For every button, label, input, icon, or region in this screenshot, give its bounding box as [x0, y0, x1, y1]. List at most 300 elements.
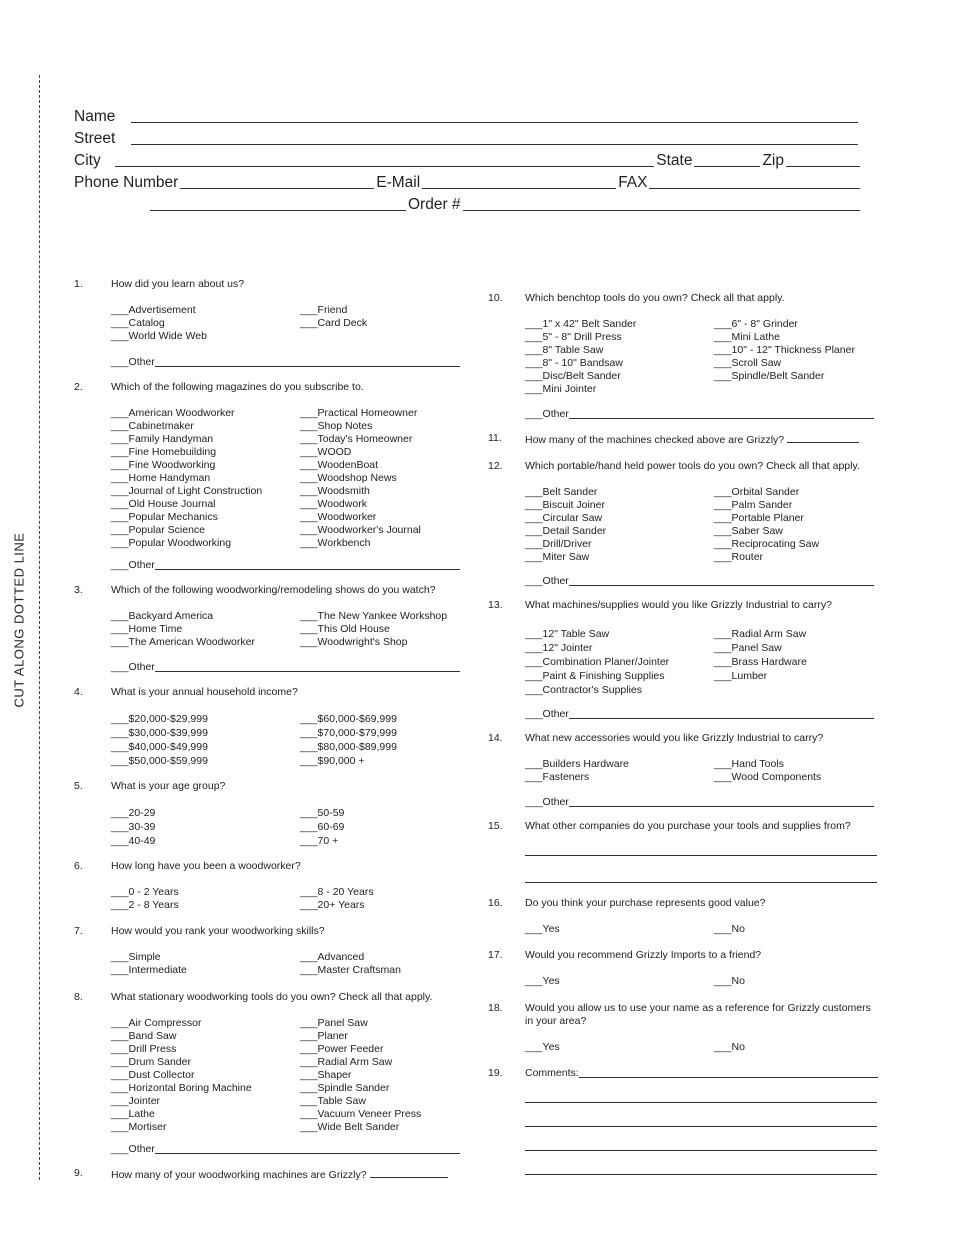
check-blank[interactable]: ___ [714, 975, 732, 987]
check-blank[interactable]: ___ [714, 771, 732, 783]
check-blank[interactable]: ___ [300, 472, 318, 484]
check-blank[interactable]: ___ [300, 407, 318, 419]
option-label: Lumber [731, 670, 768, 682]
option-label: Home Time [128, 623, 183, 635]
checkbox-option[interactable] [111, 820, 300, 834]
check-blank[interactable]: ___ [300, 886, 318, 898]
checkbox-option[interactable] [111, 304, 300, 317]
check-blank[interactable]: ___ [300, 498, 318, 510]
option-label: Combination Planer/Jointer [542, 656, 670, 668]
checkbox-option[interactable] [300, 712, 464, 726]
street-field[interactable] [131, 130, 858, 145]
check-blank[interactable]: ___ [111, 459, 129, 471]
check-blank[interactable]: ___ [525, 656, 543, 668]
check-blank[interactable]: ___ [111, 1108, 129, 1120]
email-label: E-Mail [376, 174, 421, 191]
checkbox-option[interactable] [525, 923, 714, 936]
checkbox-option[interactable] [300, 1030, 464, 1043]
check-blank[interactable]: ___ [300, 835, 318, 847]
check-blank[interactable]: ___ [111, 713, 129, 725]
other-field[interactable]: ___ Other [111, 559, 460, 572]
check-blank[interactable]: ___ [714, 628, 732, 640]
option-label: Advertisement [128, 304, 196, 316]
checkbox-option[interactable] [300, 726, 464, 740]
check-blank[interactable]: ___ [714, 525, 732, 537]
checkbox-option[interactable] [525, 551, 714, 564]
check-blank[interactable]: ___ [525, 758, 543, 770]
checkbox-option[interactable] [111, 1069, 300, 1082]
check-blank[interactable]: ___ [300, 511, 318, 523]
checkbox-option[interactable] [525, 683, 714, 697]
comments-line-3[interactable] [525, 1149, 877, 1151]
options [111, 712, 464, 768]
check-blank[interactable]: ___ [111, 1082, 129, 1094]
check-blank[interactable]: ___ [111, 899, 129, 911]
checkbox-option[interactable] [525, 499, 714, 512]
checkbox-option[interactable] [111, 485, 300, 498]
check-blank[interactable]: ___ [111, 472, 129, 484]
option-label: Woodwork [317, 498, 367, 510]
check-blank[interactable]: ___ [300, 964, 318, 976]
checkbox-option[interactable] [111, 610, 300, 623]
zip-field[interactable] [786, 152, 860, 167]
question-19: 19. Comments: [488, 1067, 880, 1175]
check-blank[interactable]: ___ [525, 771, 543, 783]
checkbox-option[interactable] [714, 551, 880, 564]
check-blank[interactable]: ___ [111, 610, 129, 622]
checkbox-option[interactable] [111, 459, 300, 472]
check-blank[interactable]: ___ [111, 1069, 129, 1081]
checkbox-option[interactable] [300, 304, 464, 317]
check-blank[interactable]: ___ [714, 551, 732, 563]
checkbox-option[interactable] [111, 446, 300, 459]
check-blank[interactable]: ___ [300, 485, 318, 497]
check-blank[interactable]: ___ [300, 899, 318, 911]
grizzly-count-field[interactable] [370, 1167, 448, 1178]
checkbox-option[interactable] [111, 1056, 300, 1069]
checkbox-option[interactable] [111, 636, 300, 649]
option-label: Panel Saw [317, 1017, 368, 1029]
checkbox-option[interactable] [714, 1041, 880, 1054]
checkbox-option[interactable] [714, 331, 880, 344]
check-blank[interactable]: ___ [300, 1095, 318, 1107]
option-label: WoodenBoat [317, 459, 379, 471]
checkbox-option[interactable] [300, 806, 464, 820]
checkbox-option[interactable] [714, 318, 880, 331]
checkbox-option[interactable] [111, 1095, 300, 1108]
checkbox-option[interactable] [714, 486, 880, 499]
check-blank[interactable]: ___ [714, 670, 732, 682]
check-blank[interactable]: ___ [111, 1056, 129, 1068]
checkbox-option[interactable] [714, 975, 880, 988]
checkbox-option[interactable] [300, 1056, 464, 1069]
checkbox-option[interactable] [714, 641, 880, 655]
checkbox-option[interactable] [525, 486, 714, 499]
checkbox-option[interactable] [300, 636, 464, 649]
checkbox-option[interactable] [300, 524, 464, 537]
checkbox-option[interactable] [300, 1121, 464, 1134]
comments-line-0[interactable] [579, 1067, 878, 1078]
check-blank[interactable]: ___ [300, 1056, 318, 1068]
checkbox-option[interactable] [525, 357, 714, 370]
checkbox-option[interactable] [300, 485, 464, 498]
checkbox-option[interactable] [300, 511, 464, 524]
check-blank[interactable]: ___ [111, 407, 129, 419]
check-blank[interactable]: ___ [300, 610, 318, 622]
companies-line-1[interactable] [525, 854, 877, 856]
checkbox-option[interactable] [300, 834, 464, 848]
check-blank[interactable]: ___ [300, 1017, 318, 1029]
option-label: Fine Woodworking [128, 459, 216, 471]
option-label: Lathe [128, 1108, 155, 1120]
checkbox-option[interactable] [111, 407, 300, 420]
checkbox-option[interactable] [714, 655, 880, 669]
checkbox-option[interactable] [525, 538, 714, 551]
option-label: 12" Jointer [542, 642, 593, 654]
check-blank[interactable]: ___ [525, 525, 543, 537]
checkbox-option[interactable] [300, 964, 464, 977]
check-blank[interactable]: ___ [111, 886, 129, 898]
check-blank[interactable]: ___ [111, 304, 129, 316]
checkbox-option[interactable] [525, 370, 714, 383]
option-label: 20+ Years [317, 899, 365, 911]
check-blank[interactable]: ___ [714, 344, 732, 356]
check-blank[interactable]: ___ [525, 642, 543, 654]
name-field[interactable] [131, 108, 858, 123]
check-blank[interactable]: ___ [300, 524, 318, 536]
check-blank[interactable]: ___ [111, 511, 129, 523]
checkbox-option[interactable] [300, 740, 464, 754]
check-blank[interactable]: ___ [300, 1069, 318, 1081]
checkbox-option[interactable] [111, 433, 300, 446]
checkbox-option[interactable] [714, 525, 880, 538]
email-field[interactable] [422, 174, 616, 189]
check-blank[interactable]: ___ [300, 446, 318, 458]
checkbox-option[interactable] [111, 511, 300, 524]
question-14: 14. What new accessories would you like Grizzly Industrial to carry? ___Builders Hardware ___Hand Tools ___Fasteners ___Wood Components ___ Other [488, 732, 880, 809]
checkbox-option[interactable] [714, 344, 880, 357]
state-field[interactable] [694, 152, 760, 167]
checkbox-option[interactable] [525, 331, 714, 344]
check-blank[interactable]: ___ [111, 446, 129, 458]
check-blank[interactable]: ___ [714, 486, 732, 498]
check-blank[interactable]: ___ [525, 357, 543, 369]
check-blank[interactable]: ___ [111, 1043, 129, 1055]
option-label: Family Handyman [128, 433, 214, 445]
check-blank[interactable]: ___ [111, 433, 129, 445]
checkbox-option[interactable] [111, 740, 300, 754]
checkbox-option[interactable] [300, 459, 464, 472]
check-blank[interactable]: ___ [300, 459, 318, 471]
options [111, 886, 464, 912]
checkbox-option[interactable] [300, 1095, 464, 1108]
other-field[interactable]: ___ Other [525, 708, 874, 721]
option-label: Today's Homeowner [317, 433, 413, 445]
check-blank[interactable]: ___ [525, 923, 543, 935]
check-blank[interactable]: ___ [525, 383, 543, 395]
checkbox-option[interactable] [525, 655, 714, 669]
check-blank[interactable]: ___ [714, 642, 732, 654]
order-field[interactable] [463, 196, 860, 211]
check-blank[interactable]: ___ [111, 498, 129, 510]
check-blank[interactable]: ___ [111, 727, 129, 739]
checkbox-option[interactable] [111, 623, 300, 636]
check-blank[interactable]: ___ [111, 821, 129, 833]
checkbox-option[interactable] [525, 975, 714, 988]
checkbox-option[interactable] [714, 923, 880, 936]
checkbox-option[interactable] [111, 317, 300, 330]
check-blank[interactable]: ___ [525, 331, 543, 343]
checkbox-option[interactable] [111, 330, 300, 343]
checkbox-option[interactable] [525, 383, 714, 396]
checkbox-option[interactable] [300, 951, 464, 964]
checkbox-option[interactable] [111, 1121, 300, 1134]
check-blank[interactable]: ___ [111, 1121, 129, 1133]
checkbox-option[interactable] [300, 623, 464, 636]
phone-field[interactable] [180, 174, 374, 189]
check-blank[interactable]: ___ [525, 318, 543, 330]
checkbox-option[interactable] [111, 1030, 300, 1043]
check-blank[interactable]: ___ [525, 1041, 543, 1053]
check-blank[interactable]: ___ [300, 1108, 318, 1120]
check-blank[interactable]: ___ [111, 741, 129, 753]
check-blank[interactable]: ___ [111, 1095, 129, 1107]
checkbox-option[interactable] [111, 537, 300, 550]
check-blank[interactable]: ___ [525, 551, 543, 563]
checkbox-option[interactable] [300, 317, 464, 330]
check-blank[interactable]: ___ [714, 538, 732, 550]
checkbox-option[interactable] [300, 1108, 464, 1121]
check-blank[interactable]: ___ [300, 727, 318, 739]
checkbox-option[interactable] [111, 964, 300, 977]
check-blank[interactable]: ___ [111, 317, 129, 329]
option-label: Woodworker [317, 511, 377, 523]
checkbox-option[interactable] [111, 806, 300, 820]
option-label: Popular Science [128, 524, 205, 536]
check-blank[interactable]: ___ [300, 1121, 318, 1133]
check-blank[interactable]: ___ [525, 538, 543, 550]
check-blank[interactable]: ___ [714, 357, 732, 369]
option-label: Band Saw [128, 1030, 177, 1042]
check-blank[interactable]: ___ [111, 755, 129, 767]
check-blank[interactable]: ___ [111, 485, 129, 497]
check-blank[interactable]: ___ [300, 1043, 318, 1055]
check-blank[interactable]: ___ [714, 656, 732, 668]
checkbox-option[interactable] [300, 610, 464, 623]
check-blank[interactable]: ___ [300, 433, 318, 445]
option-label: Popular Woodworking [128, 537, 232, 549]
check-blank[interactable]: ___ [111, 807, 129, 819]
checkbox-option[interactable] [714, 669, 880, 683]
grizzly-benchtop-count-field[interactable] [787, 432, 859, 443]
option-label: Cabinetmaker [128, 420, 194, 432]
checkbox-option[interactable] [111, 754, 300, 768]
checkbox-option[interactable] [300, 537, 464, 550]
check-blank[interactable]: ___ [111, 420, 129, 432]
other-field[interactable]: ___ Other [525, 796, 874, 809]
checkbox-option[interactable] [111, 886, 300, 899]
checkbox-option[interactable] [300, 754, 464, 768]
check-blank[interactable]: ___ [300, 420, 318, 432]
checkbox-option[interactable] [111, 1043, 300, 1056]
checkbox-option[interactable] [300, 407, 464, 420]
options [111, 1017, 464, 1134]
check-blank[interactable]: ___ [300, 741, 318, 753]
checkbox-option[interactable] [111, 1082, 300, 1095]
check-blank[interactable]: ___ [525, 486, 543, 498]
checkbox-option[interactable] [300, 1082, 464, 1095]
checkbox-option[interactable] [300, 886, 464, 899]
check-blank[interactable]: ___ [111, 524, 129, 536]
checkbox-option[interactable] [300, 1017, 464, 1030]
check-blank[interactable]: ___ [300, 623, 318, 635]
option-label: Mini Lathe [731, 331, 780, 343]
comments-line-4[interactable] [525, 1173, 877, 1175]
option-label: Yes [542, 975, 560, 987]
option-label: Miter Saw [542, 551, 590, 563]
checkbox-option[interactable] [300, 498, 464, 511]
check-blank[interactable]: ___ [714, 758, 732, 770]
order-prefix-field[interactable] [150, 196, 406, 211]
comments-line-2[interactable] [525, 1125, 877, 1127]
checkbox-option[interactable] [714, 370, 880, 383]
city-field[interactable] [115, 152, 655, 167]
checkbox-option[interactable] [714, 512, 880, 525]
checkbox-option[interactable] [714, 627, 880, 641]
options [525, 923, 880, 936]
checkbox-option[interactable] [111, 834, 300, 848]
check-blank[interactable]: ___ [300, 317, 318, 329]
other-field[interactable]: ___ Other [111, 661, 460, 674]
check-blank[interactable]: ___ [111, 1030, 129, 1042]
checkbox-option[interactable] [525, 318, 714, 331]
checkbox-option[interactable] [525, 758, 714, 771]
option-label: Contractor's Supplies [542, 684, 642, 696]
check-blank[interactable]: ___ [714, 499, 732, 511]
check-blank[interactable]: ___ [300, 636, 318, 648]
check-blank[interactable]: ___ [525, 499, 543, 511]
check-blank[interactable]: ___ [111, 330, 129, 342]
check-blank[interactable]: ___ [300, 951, 318, 963]
check-blank[interactable]: ___ [525, 684, 543, 696]
checkbox-option[interactable] [300, 420, 464, 433]
option-label: 12" Table Saw [542, 628, 610, 640]
checkbox-option[interactable] [111, 420, 300, 433]
check-blank[interactable]: ___ [525, 628, 543, 640]
option-label: 8 - 20 Years [317, 886, 374, 898]
checkbox-option[interactable] [714, 771, 880, 784]
checkbox-option[interactable] [714, 499, 880, 512]
checkbox-option[interactable] [111, 472, 300, 485]
check-blank[interactable]: ___ [300, 821, 318, 833]
option-label: Air Compressor [128, 1017, 202, 1029]
companies-line-2[interactable] [525, 881, 877, 883]
checkbox-option[interactable] [111, 951, 300, 964]
checkbox-option[interactable] [525, 525, 714, 538]
other-field[interactable]: ___ Other [111, 1143, 460, 1156]
checkbox-option[interactable] [111, 899, 300, 912]
option-label: Old House Journal [128, 498, 216, 510]
option-label: Palm Sander [731, 499, 793, 511]
check-blank[interactable]: ___ [111, 537, 129, 549]
option-label: 2 - 8 Years [128, 899, 179, 911]
check-blank[interactable]: ___ [714, 512, 732, 524]
check-blank[interactable]: ___ [525, 512, 543, 524]
check-blank[interactable]: ___ [714, 318, 732, 330]
check-blank[interactable]: ___ [300, 755, 318, 767]
checkbox-option[interactable] [300, 472, 464, 485]
check-blank[interactable]: ___ [714, 1041, 732, 1053]
check-blank[interactable]: ___ [111, 964, 129, 976]
check-blank[interactable]: ___ [300, 304, 318, 316]
check-blank[interactable]: ___ [111, 835, 129, 847]
check-blank[interactable]: ___ [525, 975, 543, 987]
options [525, 975, 880, 988]
checkbox-option[interactable] [111, 712, 300, 726]
check-blank[interactable]: ___ [300, 807, 318, 819]
options [525, 318, 880, 396]
fax-field[interactable] [649, 174, 860, 189]
checkbox-option[interactable] [525, 1041, 714, 1054]
check-blank[interactable]: ___ [300, 537, 318, 549]
other-field[interactable]: ___ Other [111, 356, 460, 369]
other-field[interactable]: ___ Other [525, 575, 874, 588]
check-blank[interactable]: ___ [300, 713, 318, 725]
checkbox-option[interactable] [525, 669, 714, 683]
check-blank[interactable]: ___ [111, 623, 129, 635]
check-blank[interactable]: ___ [300, 1082, 318, 1094]
checkbox-option[interactable] [300, 820, 464, 834]
check-blank[interactable]: ___ [111, 1017, 129, 1029]
check-blank[interactable]: ___ [111, 636, 129, 648]
check-blank[interactable]: ___ [714, 331, 732, 343]
option-label: Jointer [128, 1095, 161, 1107]
checkbox-option[interactable] [300, 433, 464, 446]
other-field[interactable]: ___ Other [525, 408, 874, 421]
check-blank[interactable]: ___ [525, 670, 543, 682]
question-8: 8. What stationary woodworking tools do you own? Check all that apply. ___Air Compressor ___Panel Saw ___Band Saw ___Planer ___Drill Press ___Power Feeder ___Drum Sander ___Radial Arm Saw ___Dust Collector ___Shaper ___Horizontal Boring Machine ___Spindle Sander ___Jointer ___Table Saw ___Lathe ___Vacuum Veneer Press ___Mortiser ___Wide Belt Sander ___ Other [74, 991, 464, 1156]
checkbox-option[interactable] [525, 512, 714, 525]
check-blank[interactable]: ___ [525, 344, 543, 356]
checkbox-option[interactable] [525, 771, 714, 784]
checkbox-option[interactable] [300, 1069, 464, 1082]
checkbox-option[interactable] [525, 641, 714, 655]
checkbox-option[interactable] [714, 758, 880, 771]
check-blank[interactable]: ___ [111, 951, 129, 963]
checkbox-option[interactable] [111, 1017, 300, 1030]
option-label: Drill Press [128, 1043, 177, 1055]
comments-line-1[interactable] [525, 1101, 877, 1103]
question-5: 5. What is your age group? ___20-29 ___50-59 ___30-39 ___60-69 ___40-49 ___70 + [74, 780, 464, 848]
checkbox-option[interactable] [714, 357, 880, 370]
checkbox-option[interactable] [525, 344, 714, 357]
option-label: Shop Notes [317, 420, 373, 432]
checkbox-option[interactable] [300, 1043, 464, 1056]
check-blank[interactable]: ___ [714, 370, 732, 382]
check-blank[interactable]: ___ [714, 923, 732, 935]
check-blank[interactable]: ___ [525, 370, 543, 382]
checkbox-option[interactable] [300, 899, 464, 912]
option-label: Friend [317, 304, 348, 316]
checkbox-option[interactable] [111, 498, 300, 511]
check-blank[interactable]: ___ [300, 1030, 318, 1042]
checkbox-option[interactable] [111, 1108, 300, 1121]
checkbox-option[interactable] [111, 524, 300, 537]
checkbox-option[interactable] [714, 538, 880, 551]
checkbox-option[interactable] [111, 726, 300, 740]
checkbox-option[interactable] [300, 446, 464, 459]
checkbox-option[interactable] [525, 627, 714, 641]
